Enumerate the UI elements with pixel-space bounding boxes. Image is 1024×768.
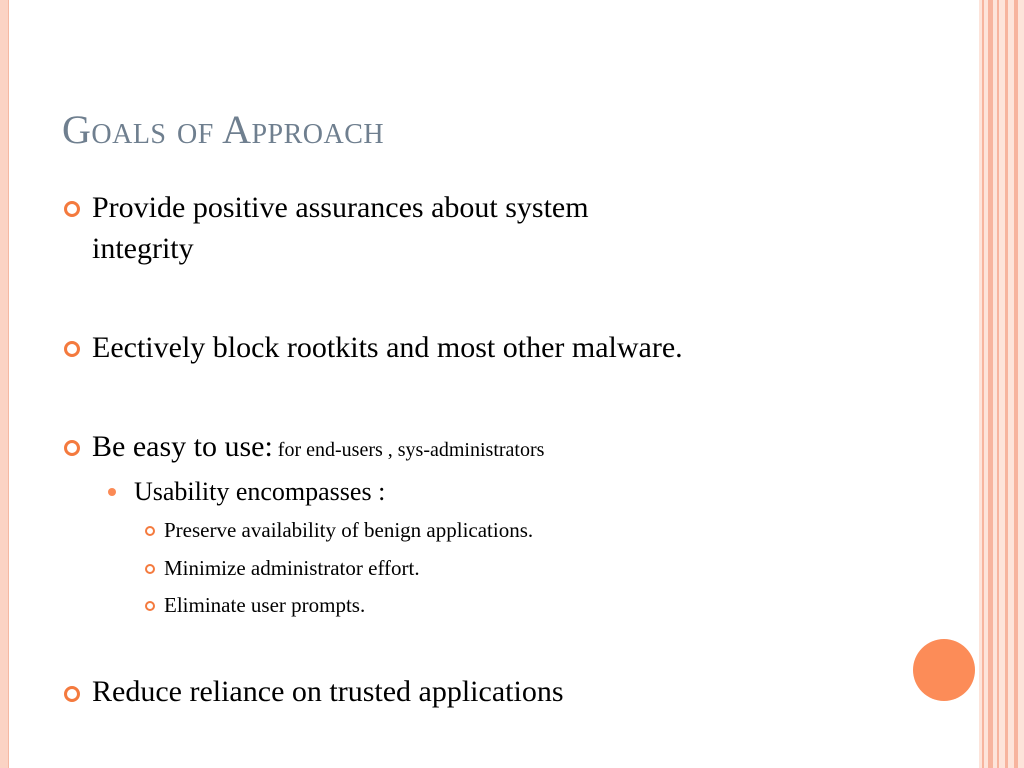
right-decor-stripes <box>979 0 1024 768</box>
accent-circle <box>913 639 975 701</box>
subsub-bullet-preserve: Preserve availability of benign applications. <box>164 518 534 542</box>
bullet-easy-to-use-main: Be easy to use: <box>92 430 273 463</box>
bullet-circle-icon <box>64 686 80 702</box>
subsub-bullet-circle-icon <box>145 564 155 574</box>
bullet-circle-icon <box>64 341 80 357</box>
left-decor-stripe <box>0 0 9 768</box>
subsub-bullet-minimize: Minimize administrator effort. <box>164 556 420 580</box>
subsub-bullet-circle-icon <box>145 526 155 536</box>
sub-bullet-usability: Usability encompasses : <box>134 477 386 506</box>
subsub-bullet-circle-icon <box>145 601 155 611</box>
bullet-block-rootkits: Eectively block rootkits and most other malware. <box>92 331 683 364</box>
bullet-circle-icon <box>64 201 80 217</box>
bullet-easy-to-use <box>92 427 544 470</box>
sub-bullet-dot-icon <box>108 488 116 496</box>
bullet-provide-assurances-cont: integrity <box>92 232 194 265</box>
bullet-circle-icon <box>64 440 80 456</box>
bullet-easy-to-use-audience: for end-users , sys-administrators <box>272 439 545 461</box>
subsub-bullet-eliminate: Eliminate user prompts. <box>164 593 366 617</box>
slide-title: Goals of Approach <box>62 107 385 152</box>
bullet-provide-assurances: Provide positive assurances about system <box>92 191 589 224</box>
bullet-reduce-reliance: Reduce reliance on trusted applications <box>92 675 564 708</box>
